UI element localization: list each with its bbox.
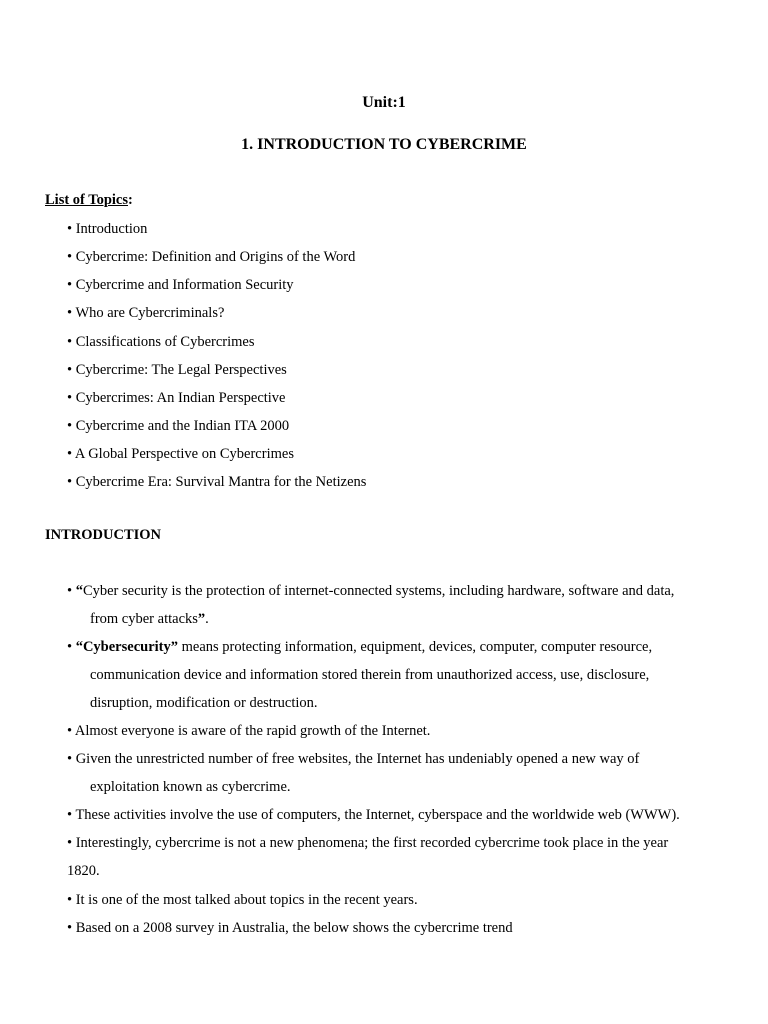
quote-close: ” — [197, 611, 206, 627]
paragraph-line: 1820. — [67, 863, 100, 879]
paragraph-line: exploitation known as cybercrime. — [90, 779, 291, 795]
paragraph-line: • These activities involve the use of computers, the Internet, cyberspace and the worldwide web (WWW). — [67, 807, 680, 823]
paragraph-line: • Almost everyone is aware of the rapid growth of the Internet. — [67, 723, 431, 739]
topics-heading-colon: : — [128, 192, 133, 208]
period: . — [205, 611, 209, 627]
paragraph-text: means protecting information, equipment, devices, computer, computer resource, — [177, 639, 653, 655]
topic-item: • Cybercrime Era: Survival Mantra for the Netizens — [67, 474, 367, 490]
introduction-heading: INTRODUCTION — [45, 527, 162, 543]
bullet: • — [67, 583, 76, 599]
paragraph-line: communication device and information stored therein from unauthorized access, use, disclosure, — [90, 667, 650, 683]
paragraph-line — [67, 638, 652, 656]
topics-heading-text: List of Topics — [45, 192, 128, 208]
paragraph-line: disruption, modification or destruction. — [90, 695, 318, 711]
topic-item: • Cybercrime: The Legal Perspectives — [67, 362, 287, 378]
topic-item: • Cybercrime and Information Security — [67, 277, 294, 293]
paragraph-text: from cyber attacks — [90, 611, 198, 627]
topic-item: • A Global Perspective on Cybercrimes — [67, 446, 294, 462]
paragraph-line — [90, 610, 209, 628]
topic-item: • Introduction — [67, 221, 148, 237]
paragraph-line — [67, 582, 674, 600]
paragraph-line: • Given the unrestricted number of free websites, the Internet has undeniably opened a new way of — [67, 751, 640, 767]
topic-item: • Cybercrime: Definition and Origins of the Word — [67, 249, 356, 265]
topics-heading — [45, 191, 133, 209]
topic-item: • Cybercrime and the Indian ITA 2000 — [67, 418, 290, 434]
paragraph-line: • Based on a 2008 survey in Australia, the below shows the cybercrime trend — [67, 920, 513, 936]
paragraph-line: • It is one of the most talked about topics in the recent years. — [67, 892, 418, 908]
paragraph-line: • Interestingly, cybercrime is not a new phenomena; the first recorded cybercrime took place in the year — [67, 835, 669, 851]
paragraph-text: Cyber security is the protection of internet-connected systems, including hardware, software and data, — [82, 583, 675, 599]
topic-item: • Who are Cybercriminals? — [67, 305, 225, 321]
topic-item: • Classifications of Cybercrimes — [67, 334, 255, 350]
quote-open: “ — [75, 583, 83, 599]
document-title: 1. INTRODUCTION TO CYBERCRIME — [241, 136, 527, 153]
topic-item: • Cybercrimes: An Indian Perspective — [67, 390, 286, 406]
bullet: • — [67, 639, 76, 655]
defined-term: “Cybersecurity” — [75, 639, 178, 655]
unit-label: Unit:1 — [362, 94, 406, 111]
